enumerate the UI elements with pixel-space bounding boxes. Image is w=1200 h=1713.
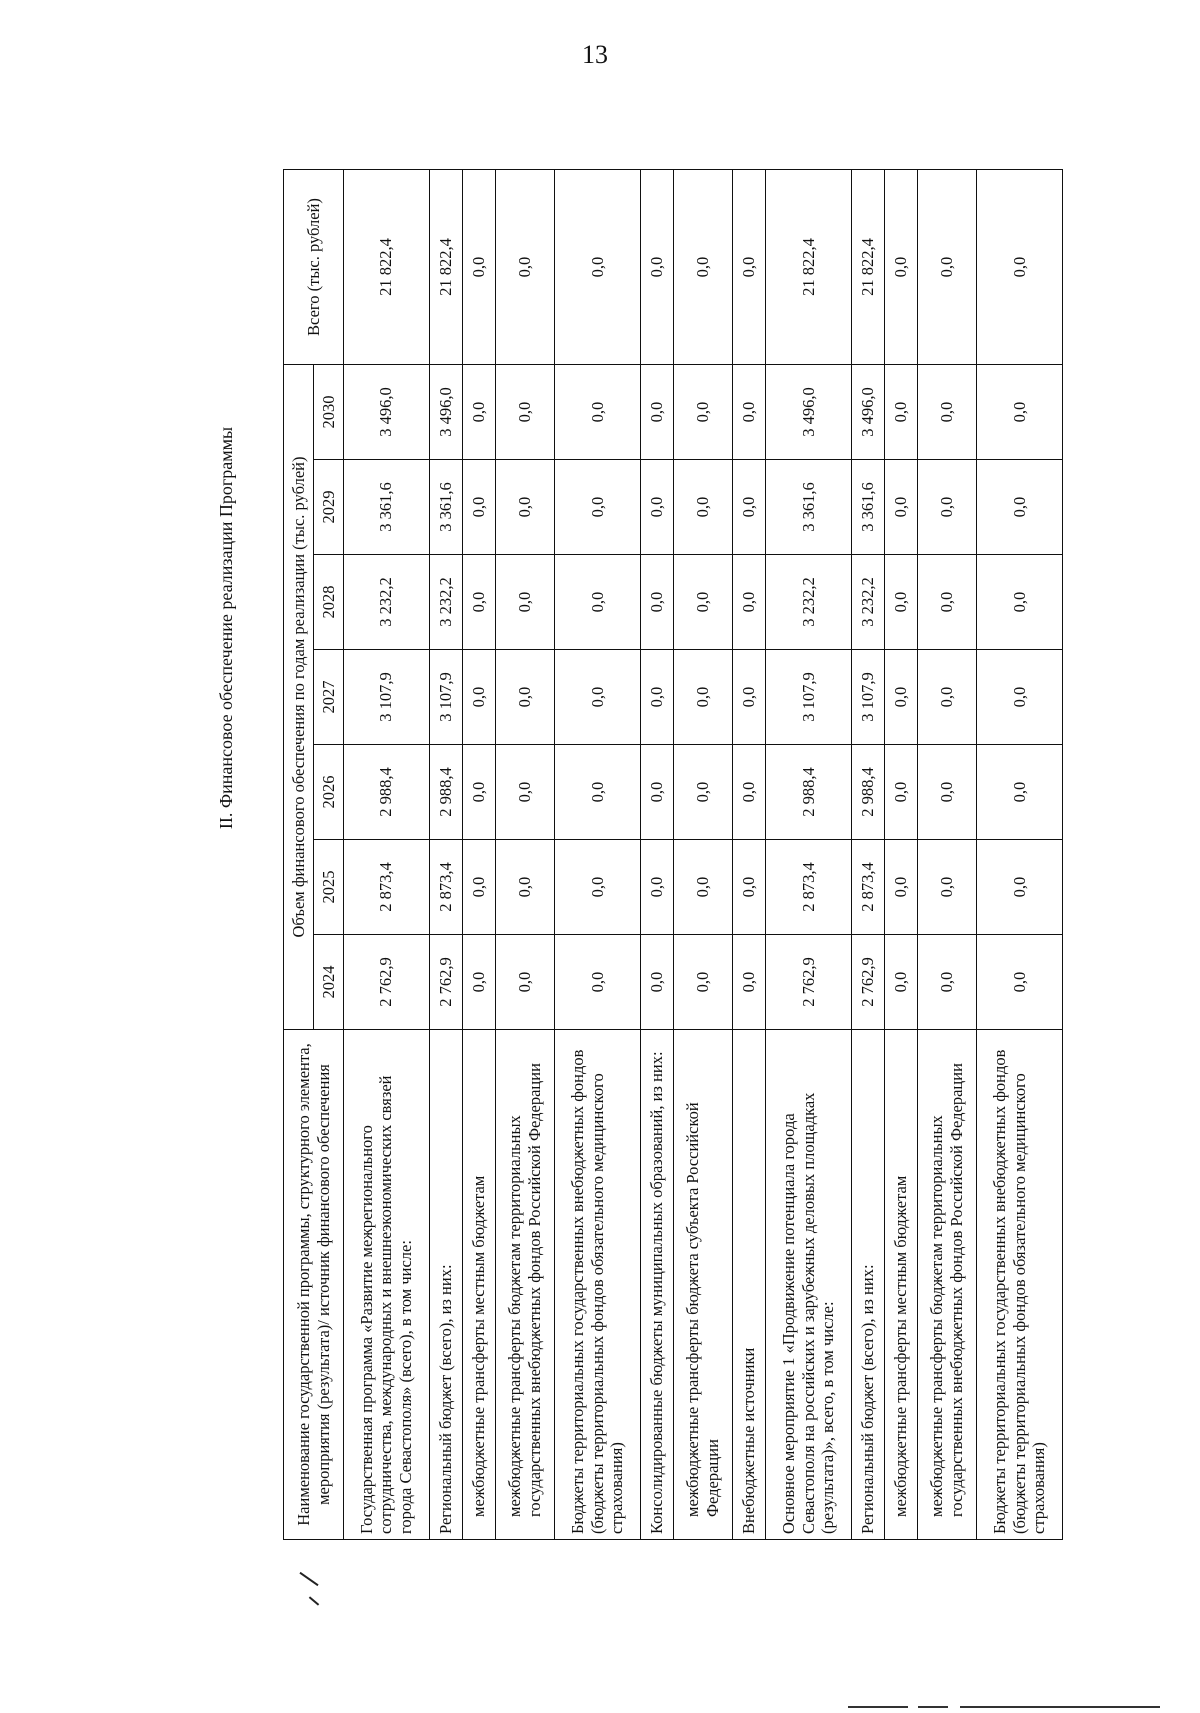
table-row bbox=[917, 170, 976, 1540]
row-value: 0,0 bbox=[495, 840, 554, 935]
table-row bbox=[640, 170, 673, 1540]
row-value: 0,0 bbox=[917, 935, 976, 1030]
row-value: 0,0 bbox=[733, 745, 766, 840]
row-total: 21 822,4 bbox=[344, 170, 430, 365]
table-row bbox=[977, 170, 1063, 1540]
table-row bbox=[766, 170, 852, 1540]
row-value: 0,0 bbox=[884, 555, 917, 650]
row-total: 0,0 bbox=[555, 170, 641, 365]
scan-artifact bbox=[918, 1706, 948, 1708]
row-value: 0,0 bbox=[555, 555, 641, 650]
row-value: 0,0 bbox=[495, 460, 554, 555]
row-value: 3 232,2 bbox=[851, 555, 884, 650]
row-value: 2 988,4 bbox=[344, 745, 430, 840]
row-value: 0,0 bbox=[462, 555, 495, 650]
table-row bbox=[429, 170, 462, 1540]
row-value: 0,0 bbox=[462, 840, 495, 935]
row-value: 3 107,9 bbox=[766, 650, 852, 745]
row-value: 0,0 bbox=[640, 365, 673, 460]
row-value: 3 232,2 bbox=[429, 555, 462, 650]
row-value: 0,0 bbox=[977, 745, 1063, 840]
scan-artifact bbox=[309, 1596, 319, 1605]
row-value: 0,0 bbox=[884, 840, 917, 935]
row-value: 0,0 bbox=[977, 650, 1063, 745]
row-total: 0,0 bbox=[673, 170, 732, 365]
row-value: 3 361,6 bbox=[344, 460, 430, 555]
row-total: 0,0 bbox=[884, 170, 917, 365]
row-value: 0,0 bbox=[673, 650, 732, 745]
table-row bbox=[462, 170, 495, 1540]
row-total: 0,0 bbox=[495, 170, 554, 365]
row-value: 0,0 bbox=[733, 460, 766, 555]
row-value: 0,0 bbox=[640, 840, 673, 935]
row-value: 0,0 bbox=[495, 935, 554, 1030]
row-value: 0,0 bbox=[555, 745, 641, 840]
row-value: 0,0 bbox=[673, 745, 732, 840]
header-year: 2027 bbox=[314, 650, 344, 745]
table-row bbox=[733, 170, 766, 1540]
row-value: 0,0 bbox=[917, 555, 976, 650]
row-value: 0,0 bbox=[555, 650, 641, 745]
row-value: 0,0 bbox=[917, 460, 976, 555]
row-value: 3 232,2 bbox=[344, 555, 430, 650]
row-total: 0,0 bbox=[977, 170, 1063, 365]
row-name: межбюджетные трансферты бюджетам территориальных государственных внебюджетных фондов Российской Федерации bbox=[495, 1030, 554, 1540]
row-value: 2 762,9 bbox=[851, 935, 884, 1030]
row-value: 0,0 bbox=[673, 935, 732, 1030]
row-name: межбюджетные трансферты местным бюджетам bbox=[462, 1030, 495, 1540]
row-name: Внебюджетные источники bbox=[733, 1030, 766, 1540]
row-total: 0,0 bbox=[917, 170, 976, 365]
row-value: 0,0 bbox=[884, 745, 917, 840]
row-value: 2 873,4 bbox=[766, 840, 852, 935]
row-value: 0,0 bbox=[673, 840, 732, 935]
page-number: 13 bbox=[582, 40, 608, 69]
row-value: 2 762,9 bbox=[344, 935, 430, 1030]
row-value: 0,0 bbox=[462, 365, 495, 460]
row-value: 3 107,9 bbox=[429, 650, 462, 745]
row-value: 0,0 bbox=[733, 650, 766, 745]
scan-artifact bbox=[848, 1706, 908, 1708]
row-value: 2 988,4 bbox=[766, 745, 852, 840]
header-total-col: Всего (тыс. рублей) bbox=[284, 170, 344, 365]
table-row bbox=[555, 170, 641, 1540]
row-value: 0,0 bbox=[733, 555, 766, 650]
row-value: 0,0 bbox=[977, 840, 1063, 935]
row-value: 3 496,0 bbox=[429, 365, 462, 460]
row-value: 0,0 bbox=[495, 555, 554, 650]
row-value: 0,0 bbox=[495, 365, 554, 460]
financing-table bbox=[283, 169, 1063, 1540]
row-total: 0,0 bbox=[733, 170, 766, 365]
row-value: 0,0 bbox=[640, 555, 673, 650]
header-year: 2028 bbox=[314, 555, 344, 650]
row-name: Основное мероприятие 1 «Продвижение потенциала города Севастополя на российских и зарубежных деловых площадках (результата)», всего, в том числе: bbox=[766, 1030, 852, 1540]
table-row bbox=[884, 170, 917, 1540]
row-value: 0,0 bbox=[495, 745, 554, 840]
row-value: 3 496,0 bbox=[766, 365, 852, 460]
row-value: 0,0 bbox=[917, 365, 976, 460]
header-year: 2029 bbox=[314, 460, 344, 555]
row-value: 0,0 bbox=[977, 365, 1063, 460]
row-name: межбюджетные трансферты бюджета субъекта Российской Федерации bbox=[673, 1030, 732, 1540]
row-total: 21 822,4 bbox=[851, 170, 884, 365]
row-value: 3 361,6 bbox=[766, 460, 852, 555]
row-value: 0,0 bbox=[884, 365, 917, 460]
row-value: 2 873,4 bbox=[851, 840, 884, 935]
row-value: 0,0 bbox=[977, 460, 1063, 555]
row-value: 0,0 bbox=[733, 935, 766, 1030]
header-year: 2030 bbox=[314, 365, 344, 460]
row-value: 3 361,6 bbox=[851, 460, 884, 555]
row-value: 0,0 bbox=[640, 935, 673, 1030]
row-value: 0,0 bbox=[555, 935, 641, 1030]
row-total: 21 822,4 bbox=[429, 170, 462, 365]
row-total: 21 822,4 bbox=[766, 170, 852, 365]
row-value: 2 988,4 bbox=[851, 745, 884, 840]
row-total: 0,0 bbox=[462, 170, 495, 365]
row-value: 0,0 bbox=[673, 460, 732, 555]
row-value: 0,0 bbox=[977, 935, 1063, 1030]
row-value: 0,0 bbox=[640, 650, 673, 745]
row-value: 0,0 bbox=[555, 460, 641, 555]
rotated-table-container bbox=[283, 170, 1063, 1540]
row-value: 0,0 bbox=[977, 555, 1063, 650]
header-year: 2024 bbox=[314, 935, 344, 1030]
header-years-group: Объем финансового обеспечения по годам реализации (тыс. рублей) bbox=[284, 365, 314, 1030]
row-value: 3 107,9 bbox=[344, 650, 430, 745]
row-value: 0,0 bbox=[884, 460, 917, 555]
scan-artifact bbox=[299, 1572, 318, 1586]
row-name: Региональный бюджет (всего), из них: bbox=[851, 1030, 884, 1540]
row-value: 0,0 bbox=[884, 935, 917, 1030]
row-name: Консолидированные бюджеты муниципальных образований, из них: bbox=[640, 1030, 673, 1540]
row-value: 0,0 bbox=[555, 365, 641, 460]
row-value: 0,0 bbox=[462, 745, 495, 840]
row-name: Бюджеты территориальных государственных внебюджетных фондов (бюджеты территориальных фондов обязательного медицинского страхования) bbox=[555, 1030, 641, 1540]
row-name: Бюджеты территориальных государственных внебюджетных фондов (бюджеты территориальных фондов обязательного медицинского страхования) bbox=[977, 1030, 1063, 1540]
row-value: 2 762,9 bbox=[429, 935, 462, 1030]
row-name: межбюджетные трансферты местным бюджетам bbox=[884, 1030, 917, 1540]
header-name-col: Наименование государственной программы, структурного элемента, мероприятия (результата)/ источник финансового обеспечения bbox=[284, 1030, 344, 1540]
row-value: 0,0 bbox=[733, 840, 766, 935]
row-value: 0,0 bbox=[462, 650, 495, 745]
row-value: 2 988,4 bbox=[429, 745, 462, 840]
header-year: 2026 bbox=[314, 745, 344, 840]
scan-artifact bbox=[960, 1706, 1160, 1708]
row-value: 0,0 bbox=[462, 935, 495, 1030]
row-value: 2 873,4 bbox=[344, 840, 430, 935]
row-value: 3 496,0 bbox=[851, 365, 884, 460]
row-value: 2 762,9 bbox=[766, 935, 852, 1030]
row-value: 0,0 bbox=[917, 840, 976, 935]
header-year: 2025 bbox=[314, 840, 344, 935]
table-row bbox=[673, 170, 732, 1540]
row-value: 0,0 bbox=[462, 460, 495, 555]
row-value: 3 232,2 bbox=[766, 555, 852, 650]
row-name: Региональный бюджет (всего), из них: bbox=[429, 1030, 462, 1540]
row-value: 3 107,9 bbox=[851, 650, 884, 745]
row-value: 3 361,6 bbox=[429, 460, 462, 555]
row-value: 0,0 bbox=[495, 650, 554, 745]
row-name: межбюджетные трансферты бюджетам территориальных государственных внебюджетных фондов Российской Федерации bbox=[917, 1030, 976, 1540]
row-value: 0,0 bbox=[884, 650, 917, 745]
row-name: Государственная программа «Развитие межрегионального сотрудничества, международных и внешнеэкономических связей города Севастополя» (всего), в том числе: bbox=[344, 1030, 430, 1540]
row-value: 0,0 bbox=[673, 365, 732, 460]
row-value: 0,0 bbox=[917, 650, 976, 745]
row-total: 0,0 bbox=[640, 170, 673, 365]
table-row bbox=[344, 170, 430, 1540]
row-value: 0,0 bbox=[640, 460, 673, 555]
row-value: 2 873,4 bbox=[429, 840, 462, 935]
row-value: 3 496,0 bbox=[344, 365, 430, 460]
row-value: 0,0 bbox=[640, 745, 673, 840]
section-title: II. Финансовое обеспечение реализации Программы bbox=[216, 426, 236, 830]
table-row bbox=[851, 170, 884, 1540]
row-value: 0,0 bbox=[733, 365, 766, 460]
row-value: 0,0 bbox=[673, 555, 732, 650]
row-value: 0,0 bbox=[917, 745, 976, 840]
table-row bbox=[495, 170, 554, 1540]
row-value: 0,0 bbox=[555, 840, 641, 935]
